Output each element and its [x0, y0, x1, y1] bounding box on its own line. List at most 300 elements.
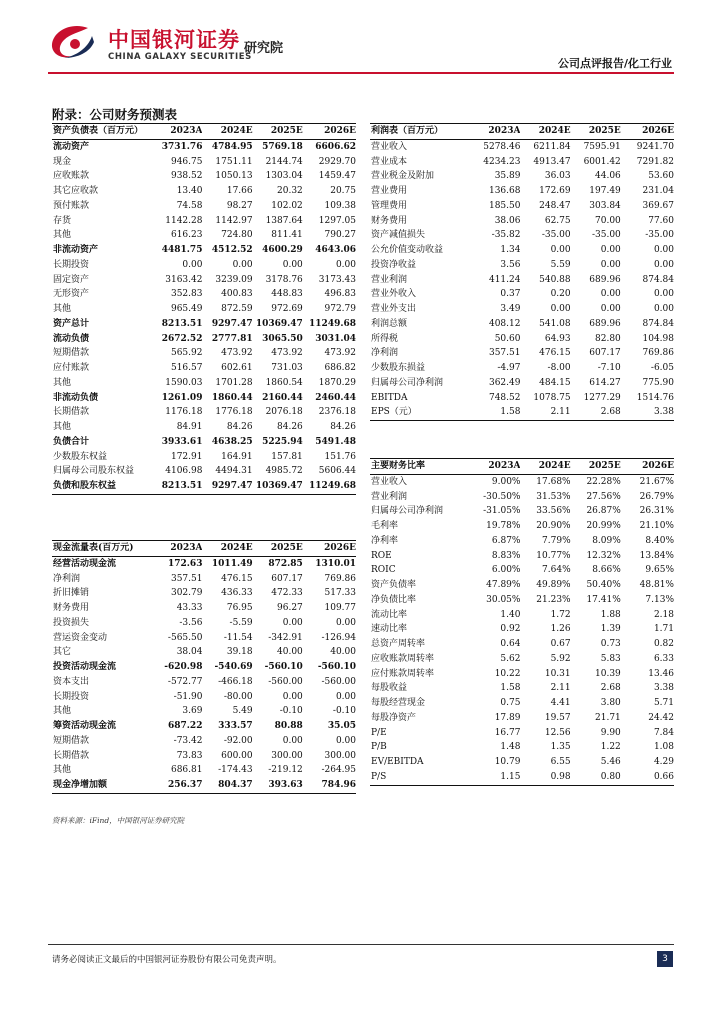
value-cell: 8213.51 — [155, 479, 202, 494]
value-cell: 872.85 — [268, 558, 303, 569]
value-cell: 1261.09 — [161, 392, 203, 403]
value-cell: 333.57 — [218, 721, 253, 731]
value-cell: 775.90 — [642, 377, 674, 388]
value-cell: 0.73 — [600, 639, 621, 649]
key-ratios-table — [370, 458, 674, 786]
table-row — [52, 346, 356, 361]
value-cell: -35.82 — [491, 230, 521, 241]
value-cell: -560.00 — [268, 676, 303, 687]
value-cell: 5.46 — [600, 757, 621, 767]
value-cell: 0.92 — [500, 624, 521, 635]
value-cell: 804.37 — [202, 778, 252, 793]
year-header-cell: 2024E — [202, 124, 252, 140]
table-row — [52, 405, 356, 420]
table-row — [370, 302, 674, 317]
table-row — [370, 711, 674, 726]
value-cell: -5.59 — [229, 617, 253, 628]
value-cell: 12.56 — [544, 727, 571, 738]
value-cell: 369.67 — [642, 200, 674, 211]
value-cell: 6.00% — [491, 565, 521, 576]
value-cell: 21.67% — [639, 476, 674, 487]
table-row — [52, 243, 356, 258]
value-cell: 1297.05 — [318, 215, 356, 226]
row-label: 负债和股东权益 — [52, 479, 155, 494]
value-cell: 1870.29 — [318, 377, 356, 388]
value-cell: 476.15 — [221, 573, 253, 584]
value-cell: 2.11 — [520, 405, 570, 420]
value-cell: 185.50 — [488, 200, 521, 211]
row-label: 资产总计 — [53, 318, 90, 329]
source-note: 资料来源：iFind，中国银河证券研究院 — [52, 816, 185, 825]
table-row — [370, 155, 674, 170]
value-cell: 7291.82 — [636, 156, 674, 167]
table-row — [52, 586, 356, 601]
value-cell: 10.79 — [494, 757, 521, 767]
table-row — [370, 608, 674, 623]
value-cell: 4.29 — [653, 757, 674, 767]
value-cell: 49.89% — [536, 580, 571, 590]
header-divider — [48, 72, 674, 74]
value-cell: 476.15 — [539, 348, 571, 359]
value-cell: 689.96 — [589, 318, 621, 329]
value-cell: 5225.94 — [262, 436, 303, 447]
table-row — [370, 563, 674, 578]
value-cell: 2.18 — [653, 609, 674, 620]
income-statement-table — [370, 123, 674, 421]
value-cell: 616.23 — [170, 230, 203, 241]
row-label: 应收账款 — [53, 171, 90, 182]
value-cell: 157.81 — [271, 451, 303, 462]
value-cell: 21.71 — [595, 712, 621, 723]
value-cell: 20.99% — [586, 521, 621, 531]
row-label: 现金净增加额 — [52, 778, 155, 793]
value-cell: 4481.75 — [161, 245, 203, 255]
value-cell: 33.56% — [536, 506, 571, 517]
value-cell: 19.57 — [544, 712, 571, 723]
table-row — [52, 317, 356, 332]
value-cell: 98.27 — [226, 200, 253, 211]
row-label: 营业收入 — [371, 141, 408, 152]
value-cell: 972.79 — [324, 304, 356, 314]
value-cell: 1860.54 — [265, 377, 303, 388]
value-cell: 4638.25 — [211, 436, 253, 447]
company-name-en: CHINA GALAXY SECURITIES — [108, 52, 252, 62]
value-cell: -80.00 — [223, 691, 253, 702]
value-cell: 0.00 — [335, 735, 356, 746]
value-cell: 27.56% — [586, 491, 621, 502]
value-cell: 1776.18 — [215, 407, 253, 418]
table-row — [370, 474, 674, 489]
value-cell: 70.00 — [595, 215, 621, 226]
value-cell: 600.00 — [221, 750, 253, 761]
row-label: 营业收入 — [371, 476, 408, 487]
row-label: 其他 — [53, 377, 72, 388]
table-row — [52, 749, 356, 764]
table-row — [52, 139, 356, 154]
table-row — [370, 549, 674, 564]
row-label: EBITDA — [371, 392, 408, 403]
row-label: 财务费用 — [53, 603, 90, 613]
year-header-cell: 2023A — [473, 459, 520, 475]
row-label: ROIC — [371, 565, 396, 576]
value-cell: 2144.74 — [265, 156, 303, 167]
value-cell: 5.49 — [232, 706, 253, 717]
value-cell: 496.83 — [324, 289, 356, 300]
row-label: 固定资产 — [53, 274, 90, 285]
table-row — [52, 734, 356, 749]
value-cell: -126.94 — [321, 632, 356, 643]
value-cell: 0.20 — [550, 289, 571, 300]
row-label: 长期借款 — [53, 750, 90, 761]
value-cell: 0.00 — [282, 259, 303, 270]
value-cell: 0.00 — [550, 304, 571, 314]
value-cell: 26.87% — [586, 506, 621, 517]
value-cell: 9.00% — [491, 476, 521, 487]
value-cell: -35.00 — [591, 230, 621, 241]
year-header-cell: 2023A — [155, 541, 202, 557]
value-cell: 77.60 — [648, 215, 674, 226]
value-cell: 40.00 — [277, 647, 303, 658]
value-cell: 1860.44 — [211, 392, 253, 403]
value-cell: -342.91 — [268, 632, 303, 643]
value-cell: 784.96 — [303, 778, 356, 793]
table-row — [370, 391, 674, 406]
table-row — [370, 287, 674, 302]
row-label: 预付账款 — [53, 200, 90, 211]
value-cell: 84.26 — [277, 422, 303, 432]
table-row — [52, 435, 356, 450]
value-cell: -8.00 — [547, 363, 571, 373]
row-label: 投资损失 — [53, 617, 90, 628]
table-row — [52, 332, 356, 347]
value-cell: 4106.98 — [165, 466, 203, 477]
value-cell: 96.27 — [277, 603, 303, 613]
value-cell: 1459.47 — [318, 171, 356, 182]
row-label: 所得税 — [371, 333, 399, 344]
value-cell: 408.12 — [488, 318, 521, 329]
value-cell: 8213.51 — [161, 318, 203, 329]
value-cell: 517.33 — [324, 588, 356, 599]
table-row — [52, 660, 356, 675]
value-cell: 5.83 — [600, 653, 621, 664]
table-row — [370, 726, 674, 741]
table-row — [52, 273, 356, 288]
value-cell: 20.75 — [330, 186, 356, 196]
value-cell: 109.77 — [324, 603, 356, 613]
row-label: 净利润 — [371, 348, 399, 359]
value-cell: 3.80 — [600, 698, 621, 708]
value-cell: 7.84 — [653, 727, 674, 738]
row-label: 负债合计 — [53, 436, 90, 447]
row-label: P/E — [371, 727, 387, 738]
row-label: 营业外收入 — [371, 289, 417, 300]
row-label: 利润总额 — [371, 318, 408, 329]
value-cell: -30.50% — [483, 491, 521, 502]
value-cell: 2929.70 — [318, 156, 356, 167]
value-cell: 1387.64 — [265, 215, 303, 226]
value-cell: 53.60 — [648, 171, 674, 182]
value-cell: 1310.01 — [315, 558, 356, 569]
value-cell: 7.64% — [542, 565, 571, 576]
value-cell: 357.51 — [170, 573, 203, 584]
row-label: 长期投资 — [53, 259, 90, 270]
value-cell: 13.84% — [639, 550, 674, 561]
year-header-cell: 2026E — [621, 459, 674, 475]
table-row — [52, 228, 356, 243]
value-cell: 393.63 — [253, 778, 303, 793]
table-row — [52, 214, 356, 229]
table-row — [52, 450, 356, 465]
value-cell: 0.64 — [500, 639, 521, 649]
value-cell: 687.22 — [168, 721, 203, 731]
value-cell: 35.05 — [327, 721, 356, 731]
value-cell: 0.00 — [653, 289, 674, 300]
report-header — [0, 0, 724, 80]
row-label: 营运资金变动 — [53, 632, 108, 643]
table-row — [52, 391, 356, 406]
table-row — [370, 332, 674, 347]
value-cell: 11249.68 — [303, 479, 356, 494]
value-cell: 76.95 — [226, 603, 253, 613]
table-row — [52, 675, 356, 690]
value-cell: 13.46 — [648, 668, 674, 679]
value-cell: 0.00 — [653, 304, 674, 314]
row-label: 公允价值变动收益 — [371, 245, 444, 255]
table-row — [370, 361, 674, 376]
value-cell: 80.88 — [274, 721, 303, 731]
value-cell: 400.83 — [221, 289, 253, 300]
value-cell: 231.04 — [642, 186, 674, 196]
value-cell: 2.68 — [600, 683, 621, 694]
table-row — [52, 719, 356, 734]
value-cell: 874.84 — [642, 274, 674, 285]
value-cell: 2160.44 — [262, 392, 303, 403]
value-cell: 1142.97 — [215, 215, 253, 226]
table-row — [370, 504, 674, 519]
value-cell: 9.90 — [600, 727, 621, 738]
table-row — [52, 155, 356, 170]
table-row — [52, 184, 356, 199]
row-label: 营业利润 — [371, 274, 408, 285]
value-cell: -35.00 — [645, 230, 674, 241]
value-cell: 5.59 — [550, 259, 571, 270]
value-cell: 11249.68 — [309, 318, 356, 329]
value-cell: 0.00 — [600, 289, 621, 300]
value-cell: 0.00 — [182, 259, 203, 270]
value-cell: 10.22 — [494, 668, 521, 679]
value-cell: 0.00 — [550, 245, 571, 255]
value-cell: -92.00 — [223, 735, 253, 746]
cash-flow-table — [52, 540, 356, 794]
table-row — [52, 361, 356, 376]
value-cell: 3933.61 — [161, 436, 203, 447]
value-cell: 5.62 — [500, 653, 521, 664]
value-cell: 0.75 — [500, 698, 521, 708]
value-cell: -4.97 — [497, 363, 521, 373]
row-label: 归属母公司净利润 — [371, 377, 444, 388]
value-cell: 302.79 — [170, 588, 203, 599]
value-cell: 4985.72 — [265, 466, 303, 477]
value-cell: 4913.47 — [533, 156, 571, 167]
value-cell: 303.84 — [589, 200, 621, 211]
table-row — [370, 593, 674, 608]
year-header-cell: 2025E — [571, 459, 621, 475]
row-label: 投资活动现金流 — [53, 662, 117, 672]
footer-divider — [48, 944, 674, 945]
year-header-cell: 2023A — [473, 124, 520, 140]
value-cell: 19.78% — [486, 521, 521, 531]
value-cell: 1.48 — [500, 742, 521, 753]
table-title-cell: 主要财务比率 — [370, 459, 473, 475]
value-cell: 689.96 — [589, 274, 621, 285]
value-cell: 136.68 — [488, 186, 521, 196]
value-cell: 1078.75 — [533, 392, 571, 403]
value-cell: 0.00 — [653, 245, 674, 255]
value-cell: 9241.70 — [636, 141, 674, 152]
value-cell: 74.58 — [176, 200, 203, 211]
table-row — [370, 578, 674, 593]
value-cell: 5278.46 — [483, 141, 521, 152]
value-cell: 0.00 — [335, 617, 356, 628]
year-header-cell: 2024E — [520, 124, 570, 140]
value-cell: 872.59 — [221, 304, 253, 314]
row-label: 其他 — [53, 765, 72, 776]
table-row — [370, 214, 674, 229]
balance-sheet-table — [52, 123, 356, 495]
value-cell: 3065.50 — [262, 333, 303, 344]
value-cell: 790.27 — [324, 230, 356, 241]
row-label: 营业利润 — [371, 491, 408, 502]
table-row — [52, 464, 356, 479]
value-cell: -0.10 — [332, 706, 356, 717]
value-cell: 2777.81 — [211, 333, 253, 344]
value-cell: 2376.18 — [318, 407, 356, 418]
value-cell: 10.77% — [536, 550, 571, 561]
table-row — [370, 228, 674, 243]
row-label: 投资净收益 — [371, 259, 417, 270]
value-cell: 39.18 — [226, 647, 253, 658]
value-cell: 686.81 — [170, 765, 203, 776]
table-row — [370, 622, 674, 637]
table-row — [370, 755, 674, 770]
value-cell: 938.52 — [170, 171, 203, 182]
value-cell: 16.77 — [494, 727, 521, 738]
value-cell: -51.90 — [173, 691, 203, 702]
table-row — [370, 534, 674, 549]
value-cell: 436.33 — [221, 588, 253, 599]
year-header-cell: 2024E — [520, 459, 570, 475]
table-row — [370, 405, 674, 420]
value-cell: 22.28% — [586, 476, 621, 487]
value-cell: 21.23% — [536, 594, 571, 605]
value-cell: 0.00 — [335, 259, 356, 270]
table-row — [52, 601, 356, 616]
value-cell: 248.47 — [539, 200, 571, 211]
value-cell: 0.00 — [232, 259, 253, 270]
value-cell: 1751.11 — [215, 156, 253, 167]
value-cell: 9.65% — [645, 565, 674, 576]
table-row — [52, 556, 356, 571]
value-cell: 0.82 — [653, 639, 674, 649]
row-label: 经营活动现金流 — [53, 558, 117, 569]
row-label: 营业外支出 — [371, 304, 417, 314]
value-cell: 607.17 — [271, 573, 303, 584]
row-label: 其他 — [53, 422, 72, 432]
table-row — [370, 273, 674, 288]
report-type: 公司点评报告/化工行业 — [557, 57, 672, 70]
value-cell: 724.80 — [221, 230, 253, 241]
table-header-row — [370, 459, 674, 475]
value-cell: 614.27 — [589, 377, 621, 388]
row-label: 归属母公司净利润 — [371, 506, 444, 517]
value-cell: 47.89% — [486, 580, 521, 590]
value-cell: -0.10 — [279, 706, 303, 717]
value-cell: 1303.04 — [265, 171, 303, 182]
row-label: 归属母公司股东权益 — [53, 466, 135, 477]
value-cell: 731.03 — [271, 363, 303, 373]
value-cell: 8.09% — [592, 535, 621, 546]
value-cell: 473.92 — [271, 348, 303, 359]
table-title-cell: 利润表（百万元） — [370, 124, 473, 140]
value-cell: 84.26 — [330, 422, 356, 432]
value-cell: 50.40% — [586, 580, 621, 590]
value-cell: 541.08 — [539, 318, 571, 329]
value-cell: 48.81% — [639, 580, 674, 590]
value-cell: 26.79% — [639, 491, 674, 502]
value-cell: 2460.44 — [315, 392, 356, 403]
row-label: P/B — [371, 742, 387, 753]
value-cell: 0.00 — [600, 245, 621, 255]
value-cell: 9297.47 — [211, 318, 253, 329]
value-cell: 2.68 — [571, 405, 621, 420]
year-header-cell: 2025E — [253, 124, 303, 140]
value-cell: 3.38 — [621, 405, 674, 420]
value-cell: 1.26 — [550, 624, 571, 635]
value-cell: 36.03 — [544, 171, 571, 182]
value-cell: 10.31 — [544, 668, 571, 679]
value-cell: 43.33 — [176, 603, 203, 613]
value-cell: 197.49 — [589, 186, 621, 196]
row-label: 应付账款周转率 — [371, 668, 435, 679]
value-cell: 473.92 — [221, 348, 253, 359]
table-row — [370, 490, 674, 505]
value-cell: 3.38 — [653, 683, 674, 694]
row-label: 筹资活动现金流 — [53, 721, 117, 731]
value-cell: -174.43 — [218, 765, 253, 776]
value-cell: 1277.29 — [583, 392, 621, 403]
value-cell: 811.41 — [271, 230, 303, 241]
footer-disclaimer: 请务必阅读正文最后的中国银河证券股份有限公司免责声明。 — [52, 955, 282, 965]
table-title-cell: 资产负债表（百万元） — [52, 124, 155, 140]
row-label: 每股经营现金 — [371, 698, 426, 708]
value-cell: 3178.76 — [265, 274, 303, 285]
table-row — [370, 258, 674, 273]
value-cell: 1.35 — [550, 742, 571, 753]
value-cell: 0.66 — [621, 770, 674, 785]
value-cell: 0.00 — [282, 691, 303, 702]
appendix-title: 附录：公司财务预测表 — [52, 107, 178, 122]
value-cell: -7.10 — [597, 363, 621, 373]
row-label: 流动比率 — [371, 609, 408, 620]
value-cell: 3.69 — [182, 706, 203, 717]
value-cell: 4.41 — [550, 698, 571, 708]
value-cell: 44.06 — [595, 171, 621, 182]
row-label: 短期借款 — [53, 735, 90, 746]
value-cell: 164.91 — [221, 451, 253, 462]
value-cell: 1701.28 — [215, 377, 253, 388]
value-cell: 300.00 — [271, 750, 303, 761]
value-cell: -620.98 — [164, 662, 203, 672]
